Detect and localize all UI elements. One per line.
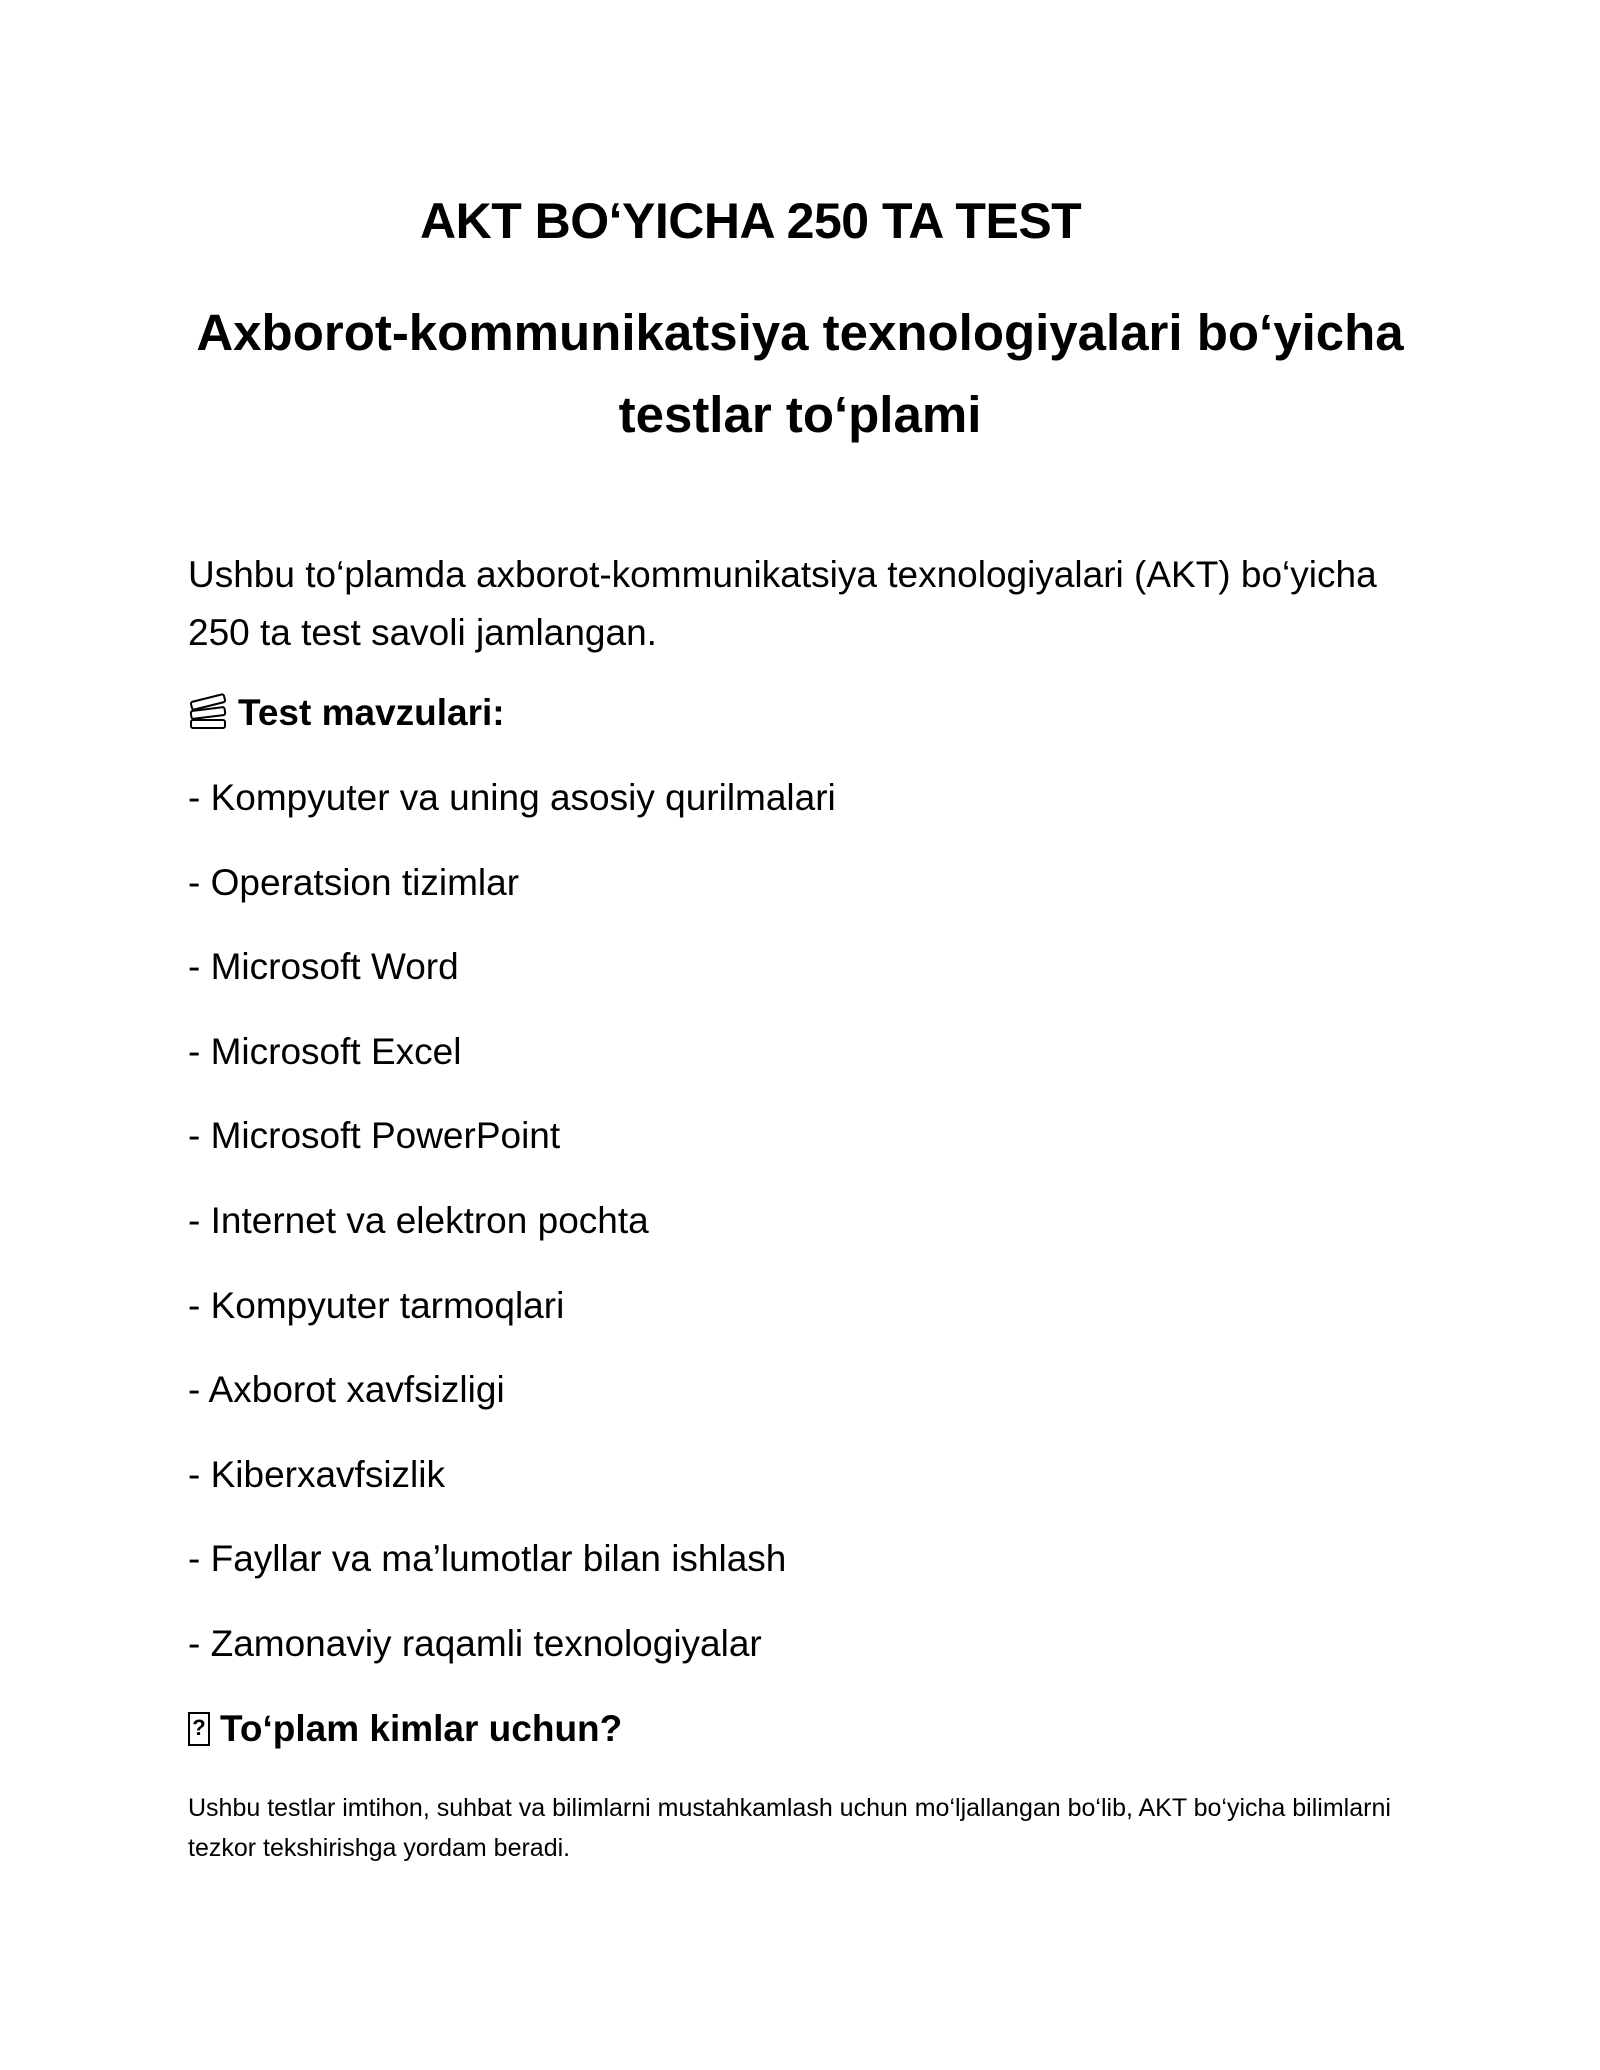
topic-item: - Axborot xavfsizligi — [188, 1369, 505, 1411]
topic-list — [188, 776, 836, 1707]
topic-item: - Microsoft Word — [188, 946, 459, 988]
topic-item: - Kiberxavfsizlik — [188, 1453, 445, 1495]
document-subtitle: Axborot-kommunikatsiya texnologiyalari bo‘yicha testlar to‘plami — [196, 304, 1404, 443]
topic-item: - Internet va elektron pochta — [188, 1199, 649, 1241]
topic-item: - Zamonaviy raqamli texnologiyalar — [188, 1622, 762, 1664]
topic-item: - Fayllar va ma’lumotlar bilan ishlash — [188, 1538, 787, 1580]
intro-paragraph: Ushbu to‘plamda axborot-kommunikatsiya texnologiyalari (AKT) bo‘yicha 250 ta test savoli jamlangan. — [188, 554, 1377, 653]
audience-heading-label: To‘plam kimlar uchun? — [220, 1708, 623, 1749]
topic-item: - Operatsion tizimlar — [188, 861, 520, 903]
topic-item: - Kompyuter tarmoqlari — [188, 1284, 565, 1326]
missing-glyph-icon: ? — [188, 1712, 210, 1746]
topic-item: - Kompyuter va uning asosiy qurilmalari — [188, 777, 836, 818]
topics-heading — [188, 692, 505, 734]
topic-item: - Microsoft PowerPoint — [188, 1115, 561, 1157]
books-icon — [188, 693, 228, 733]
topics-heading-label: Test mavzulari: — [238, 692, 505, 733]
closing-paragraph: Ushbu testlar imtihon, suhbat va bilimlarni mustahkamlash uchun mo‘ljallangan bo‘lib, AKT bo‘yicha bilimlarni tezkor tekshirishga yordam beradi. — [188, 1794, 1391, 1862]
document-title: AKT BO‘YICHA 250 TA TEST — [420, 193, 1082, 249]
audience-heading — [188, 1708, 622, 1750]
topic-item: - Microsoft Excel — [188, 1030, 462, 1072]
